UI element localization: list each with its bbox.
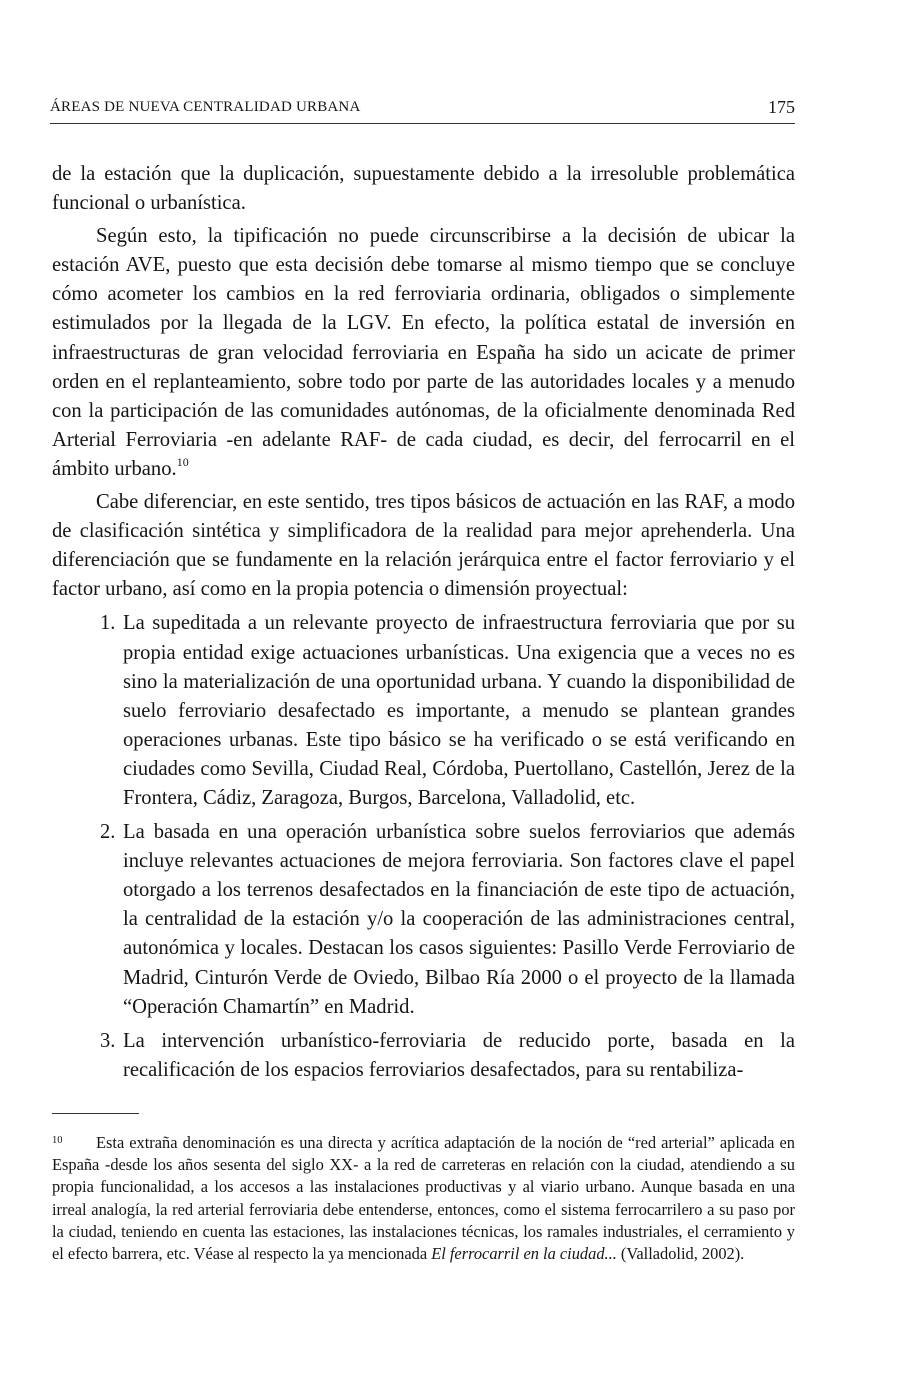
- list-item: [52, 609, 795, 813]
- list-item-number: 3.: [100, 1029, 116, 1052]
- running-title: ÁREAS DE NUEVA CENTRALIDAD URBANA: [50, 99, 361, 115]
- footnote-separator: [52, 1113, 139, 1114]
- list-item-number: 1.: [100, 612, 116, 635]
- paragraph-raf-context-text: Según esto, la tipificación no puede circunscribirse a la decisión de ubicar la estación AVE, puesto que esta decisión debe tomarse al mismo tiempo que se concluye cómo acometer los cambios en la red ferroviaria ordinaria, obligados o simplemente estimulados por la llegada de la LGV. En efecto, la política estatal de inversión en infraestructuras de gran velocidad ferroviaria en España ha sido un acicate de primer orden en el replanteamiento, sobre todo por parte de las autoridades locales y a menudo con la participación de las comunidades autónomas, de la oficialmente denominada Red Arterial Ferroviaria -en adelante RAF- de cada ciudad, es decir, del ferrocarril en el ámbito urbano.: [52, 225, 795, 480]
- list-item: [52, 1027, 795, 1085]
- footnote: [52, 1132, 795, 1265]
- list-item-text: La supeditada a un relevante proyecto de infraestructura ferroviaria que por su propia entidad exige actuaciones urbanísticas. Una exigencia que a veces no es sino la materialización de una oportunidad urbana. Y cuando la disponibilidad de suelo ferroviario desafectado es importante, a menudo se plantean grandes operaciones urbanas. Este tipo básico se ha verificado o se está verificando en ciudades como Sevilla, Ciudad Real, Córdoba, Puertollano, Castellón, Jerez de la Frontera, Cádiz, Zaragoza, Burgos, Barcelona, Valladolid, etc.: [123, 612, 795, 809]
- list-item: [52, 818, 795, 1022]
- page-number: 175: [768, 97, 795, 117]
- footnote-body: [52, 1132, 795, 1265]
- footnote-text: Esta extraña denominación es una directa y acrítica adaptación de la noción de “red arterial” aplicada en España -desde los años sesenta del siglo XX- a la red de carreteras en relación con la ciudad, atendiendo a su propia funcionalidad, a los accesos a las instalaciones productivas y al viario urbano. Aunque basada en una irreal analogía, la red arterial ferroviaria debe entenderse, entonces, como el sistema ferrocarrilero a su paso por la ciudad, teniendo en cuenta las estaciones, las instalaciones técnicas, los ramales industriales, el cerramiento y el efecto barrera, etc. Véase al respecto la ya mencionada: [52, 1133, 795, 1264]
- citation-tail: (Valladolid, 2002).: [616, 1244, 745, 1264]
- main-text: [52, 160, 795, 1090]
- list-item-text: La basada en una operación urbanística sobre suelos ferroviarios que además incluye relevantes actuaciones de mejora ferroviaria. Son factores clave el papel otorgado a los terrenos desafectados en la financiación de este tipo de actuación, la centralidad de la estación y/o la cooperación de las administraciones central, autonómica y locales. Destacan los casos siguientes: Pasillo Verde Ferroviario de Madrid, Cinturón Verde de Oviedo, Bilbao Ría 2000 o el proyecto de la llamada “Operación Chamartín” en Madrid.: [123, 821, 795, 1018]
- paragraph-classification: Cabe diferenciar, en este sentido, tres tipos básicos de actuación en las RAF, a modo de clasificación sintética y simplificadora de la realidad para mejor aprehenderla. Una diferenciación que se fundamente en la relación jerárquica entre el factor ferroviario y el factor urbano, así como en la propia potencia o dimensión proyectual:: [52, 491, 795, 601]
- footnote-marker: 10: [52, 1135, 63, 1146]
- running-header: [50, 95, 795, 124]
- footnote-reference: 10: [176, 454, 189, 469]
- continued-paragraph: de la estación que la duplicación, supuestamente debido a la irresoluble problemática funcional o urbanística.: [52, 163, 795, 215]
- cited-title: El ferrocarril en la ciudad...: [431, 1244, 617, 1264]
- actuation-types-list: [52, 609, 795, 1085]
- paragraph-raf-context: [52, 222, 795, 484]
- list-item-number: 2.: [100, 821, 116, 844]
- list-item-text: La intervención urbanístico-ferroviaria de reducido porte, basada en la recalificación de los espacios ferroviarios desafectados, para su rentabiliza-: [123, 1029, 795, 1081]
